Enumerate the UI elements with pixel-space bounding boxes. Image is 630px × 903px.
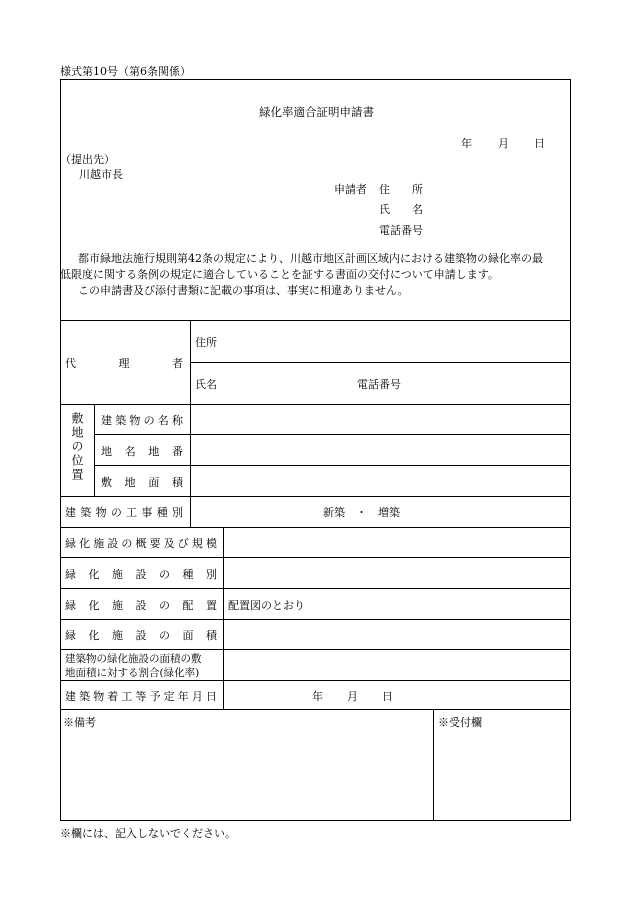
label-char: 称 xyxy=(171,414,183,427)
page-title: 緑化率適合証明申請書 xyxy=(259,105,374,119)
label-char: 化 xyxy=(79,537,91,550)
label-char: 定 xyxy=(163,690,175,703)
label-char: 建 xyxy=(65,506,76,519)
green-layout-label xyxy=(65,597,217,613)
body-text-line-3: この申請書及び添付書類に記載の事項は、事実に相違ありません。 xyxy=(78,284,409,297)
label-char: び xyxy=(177,537,189,550)
label-char: の xyxy=(159,568,170,581)
rule-agent-end xyxy=(60,404,571,405)
label-char: 積 xyxy=(171,476,183,489)
label-char: 化 xyxy=(88,599,100,612)
agent-name-label: 氏名 xyxy=(195,378,217,391)
label-char: 物 xyxy=(93,690,105,703)
label-char: 緑 xyxy=(65,599,76,612)
label-char: 予 xyxy=(149,690,161,703)
agent-label xyxy=(65,355,183,371)
label-char: 年 xyxy=(177,690,189,703)
label-char: 緑 xyxy=(65,537,76,550)
construction-type-value: 新築 ・ 増築 xyxy=(323,506,400,519)
green-layout-value: 配置図のとおり xyxy=(228,599,305,612)
body-text-line-1: 都市緑地法施行規則第42条の規定により、川越市地区計画区域内における建築物の緑化率の最 xyxy=(78,252,543,265)
label-char: 建 xyxy=(101,414,112,427)
recipient-label: （提出先） xyxy=(60,153,115,166)
label-char: 工 xyxy=(121,690,133,703)
rule-kind-end xyxy=(60,588,571,589)
applicant-name-label: 氏 名 xyxy=(379,203,423,216)
label-char: 及 xyxy=(163,537,175,550)
form-number: 様式第10号（第6条関係） xyxy=(60,65,191,78)
rule-col-190 xyxy=(190,320,191,527)
applicant-address-label: 住 所 xyxy=(379,183,423,196)
rule-site-2 xyxy=(94,465,571,466)
footnote: ※欄には、記入しないでください。 xyxy=(60,827,236,840)
label-char: 名 xyxy=(157,414,169,427)
label-char: 設 xyxy=(135,568,147,581)
label-char: の xyxy=(121,537,133,550)
applicant-label: 申請者 xyxy=(334,183,367,196)
rule-construction-end xyxy=(60,527,571,528)
label-char: 施 xyxy=(112,629,123,642)
start-date-label xyxy=(65,688,217,704)
label-char: 月 xyxy=(191,690,203,703)
remarks-label: ※備考 xyxy=(63,716,96,729)
label-char: 概 xyxy=(135,537,147,550)
label-char: 配 xyxy=(182,599,194,612)
date-month: 月 xyxy=(498,137,509,150)
rule-ratio-end xyxy=(60,680,571,681)
green-kind-label xyxy=(65,566,217,582)
label-char: 緑 xyxy=(65,568,76,581)
label-char: 建 xyxy=(65,690,76,703)
site-location-label: 敷地の位置 xyxy=(70,412,84,482)
receipt-label: ※受付欄 xyxy=(438,716,482,729)
label-char: 設 xyxy=(135,599,147,612)
start-date-month: 月 xyxy=(347,690,358,703)
applicant-phone-label: 電話番号 xyxy=(379,224,423,237)
site-building-name-label xyxy=(101,412,183,428)
green-ratio-label-line-2: 地面積に対する割合(緑化率) xyxy=(65,667,200,679)
label-char: 面 xyxy=(182,629,194,642)
green-ratio-label-line-1: 建築物の緑化施設の面積の敷 xyxy=(65,653,202,665)
label-char: 地 xyxy=(101,445,112,458)
label-char: 別 xyxy=(171,506,183,519)
label-char: 別 xyxy=(206,568,217,581)
label-char: 化 xyxy=(88,629,100,642)
label-char: 化 xyxy=(88,568,100,581)
rule-site-1 xyxy=(94,434,571,435)
label-char: 模 xyxy=(205,537,217,550)
agent-label-char: 者 xyxy=(172,357,183,370)
agent-phone-label: 電話番号 xyxy=(357,378,401,391)
label-char: の xyxy=(143,414,155,427)
label-char: 敷 xyxy=(101,476,112,489)
green-area-label xyxy=(65,627,217,643)
start-date-day: 日 xyxy=(382,690,393,703)
label-char: 置 xyxy=(206,599,217,612)
label-char: 面 xyxy=(148,476,160,489)
label-char: 築 xyxy=(79,690,91,703)
label-char: 地 xyxy=(148,445,160,458)
label-char: の xyxy=(110,506,122,519)
site-lot-number-label xyxy=(101,443,183,459)
start-date-year: 年 xyxy=(312,690,323,703)
rule-area-end xyxy=(60,649,571,650)
label-char: 物 xyxy=(95,506,107,519)
label-char: 事 xyxy=(141,506,153,519)
label-char: 工 xyxy=(126,506,138,519)
label-char: 名 xyxy=(124,445,136,458)
label-char: の xyxy=(159,629,170,642)
label-char: 番 xyxy=(171,445,183,458)
label-char: 施 xyxy=(112,599,123,612)
label-char: 築 xyxy=(80,506,92,519)
label-char: 規 xyxy=(191,537,203,550)
label-char: 築 xyxy=(115,414,127,427)
rule-overview-end xyxy=(60,557,571,558)
label-char: 設 xyxy=(135,629,147,642)
label-char: 物 xyxy=(129,414,141,427)
rule-site-end xyxy=(60,496,571,497)
rule-col-223 xyxy=(223,527,224,710)
green-overview-label xyxy=(65,535,217,551)
agent-address-label: 住所 xyxy=(195,336,217,349)
rule-col-94 xyxy=(94,404,95,496)
label-char: 設 xyxy=(107,537,119,550)
label-char: 日 xyxy=(205,690,217,703)
recipient-name: 川越市長 xyxy=(79,168,123,181)
label-char: 種 xyxy=(182,568,194,581)
label-char: 着 xyxy=(107,690,119,703)
label-char: 施 xyxy=(112,568,123,581)
label-char: の xyxy=(159,599,170,612)
label-char: 緑 xyxy=(65,629,76,642)
label-char: 等 xyxy=(135,690,147,703)
rule-layout-end xyxy=(60,619,571,620)
date-day: 日 xyxy=(534,137,545,150)
label-char: 積 xyxy=(206,629,217,642)
site-area-label xyxy=(101,474,183,490)
rule-agent-mid xyxy=(190,362,571,363)
remarks-box xyxy=(60,709,434,821)
label-char: 地 xyxy=(124,476,136,489)
date-year: 年 xyxy=(461,137,472,150)
label-char: 要 xyxy=(149,537,161,550)
label-char: 施 xyxy=(93,537,105,550)
agent-label-char: 代 xyxy=(65,357,76,370)
agent-label-char: 理 xyxy=(118,357,130,370)
label-char: 種 xyxy=(156,506,168,519)
construction-type-label xyxy=(65,504,183,520)
body-text-line-2: 低限度に関する条例の規定に適合していることを証する書面の交付について申請します。 xyxy=(60,268,499,281)
